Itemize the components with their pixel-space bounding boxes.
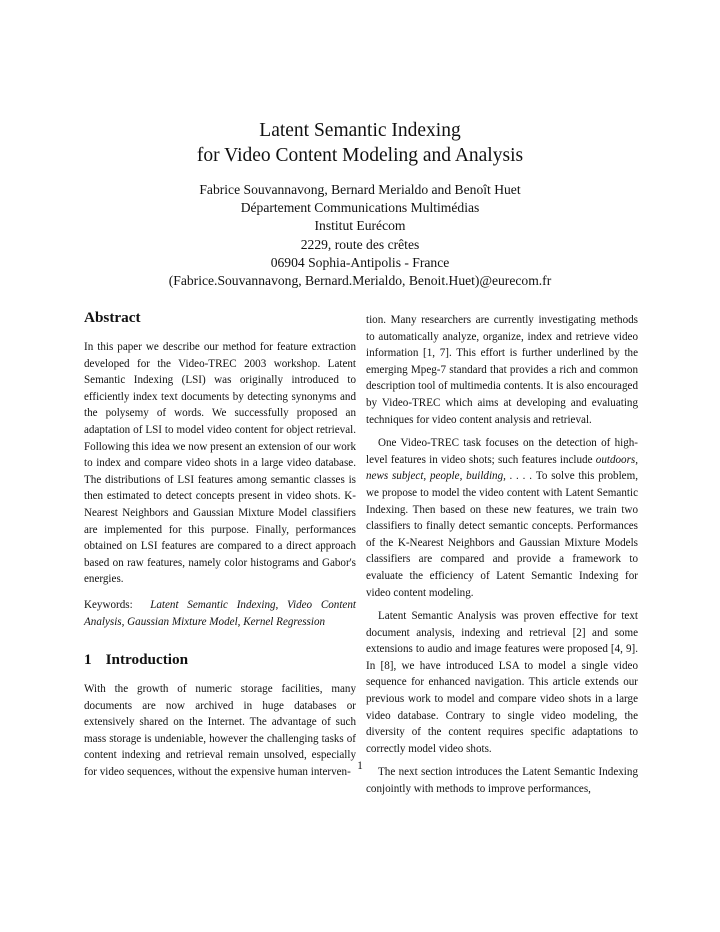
author-street: 2229, route des crêtes xyxy=(300,236,420,252)
page-number: 1 xyxy=(357,760,363,772)
keywords-text: Latent Semantic Indexing, Video Content Analysis, Gaussian Mixture Model, Kernel Regression xyxy=(84,598,356,628)
author-department: Département Communications Multimédias xyxy=(240,200,480,216)
paper-title xyxy=(0,118,720,168)
p3-text-after: To solve this problem, we propose to model the video content with Latent Semantic Indexing. Then based on these new features, we train two classifiers to finally detect semantic concepts. Performances of the K-Nearest Neighbors and Gaussian Mixture Models classifiers are compared and provide a framework to evaluate the efficiency of Latent Semantic Indexing for video content modeling. xyxy=(366,470,638,599)
abstract-heading: Abstract xyxy=(84,309,141,326)
section-number: 1 xyxy=(84,651,92,669)
intro-paragraph-4: Latent Semantic Analysis was proven effective for text document analysis, indexing and retrieval [2] and some extensions to audio and image features were proposed [4, 9]. In [8], we have introduced LSA to model a single video sequence for enhanced navigation. This article extends our previous work to model and compare video shots in a large video database. Contrary to single video modeling, the diversity of the content requires specific adaptations to correctly model video shots. xyxy=(366,610,638,755)
keywords xyxy=(84,597,356,630)
p3-feature-examples: outdoors, news subject, people, building, . . . . xyxy=(366,453,638,483)
introduction-heading xyxy=(84,650,356,670)
right-column xyxy=(366,312,638,805)
author-block xyxy=(0,181,720,290)
abstract-text: In this paper we describe our method for feature extraction developed for the Video-TREC 2003 workshop. Latent Semantic Indexing (LSI) was originally introduced to efficiently index text documents by detecting synonyms and the polysemy of words. We successfully proposed an adaptation of LSI to model video content for object retrieval. Following this idea we now present an extension of our work to index and compare video shots in a large video database. The distributions of LSI features among semantic classes is then estimated to detect concepts present in video shots. K-Nearest Neighbors and Gaussian Mixture Model classifiers are implemented for this purpose. Finally, performances obtained on LSI features are compared to a direct approach based on raw features, namely color histograms and Gabor's energies. xyxy=(84,341,356,586)
keywords-separator: : xyxy=(129,598,133,611)
section-title: Introduction xyxy=(105,651,189,669)
author-city: 06904 Sophia-Antipolis - France xyxy=(270,254,450,270)
intro-paragraph-3 xyxy=(366,435,638,601)
p3-text-before: One Video-TREC task focuses on the detection of high-level features in video shots; such features include xyxy=(366,437,638,466)
author-institute: Institut Eurécom xyxy=(314,218,406,234)
intro-paragraph-1: With the growth of numeric storage facilities, many documents are now archived in huge databases or extensively shared on the Internet. The advantage of such mass storage is undeniable, however the challenging tasks of content indexing and retrieval remain unsolved, especially for video sequences, without the expensive human interven- xyxy=(84,683,356,779)
intro-paragraph-5: The next section introduces the Latent Semantic Indexing conjointly with methods to improve performances, xyxy=(366,766,638,796)
author-names: Fabrice Souvannavong, Bernard Merialdo and Benoît Huet xyxy=(199,182,521,197)
intro-paragraph-2: tion. Many researchers are currently investigating methods to automatically analyze, organize, index and retrieve video information [1, 7]. This effort is further underlined by the emerging Mpeg-7 standard that provides a rich and common description tool of multimedia contents. It is also encouraged by Video-TREC which aims at developing and evaluating techniques for video content analysis and retrieval. xyxy=(366,314,638,426)
left-column xyxy=(84,308,356,788)
title-line-1: Latent Semantic Indexing xyxy=(259,120,461,141)
title-line-2: for Video Content Modeling and Analysis xyxy=(196,145,524,166)
author-emails: (Fabrice.Souvannavong, Bernard.Merialdo, Benoit.Huet)@eurecom.fr xyxy=(168,273,552,289)
keywords-label: Keywords xyxy=(84,598,130,611)
